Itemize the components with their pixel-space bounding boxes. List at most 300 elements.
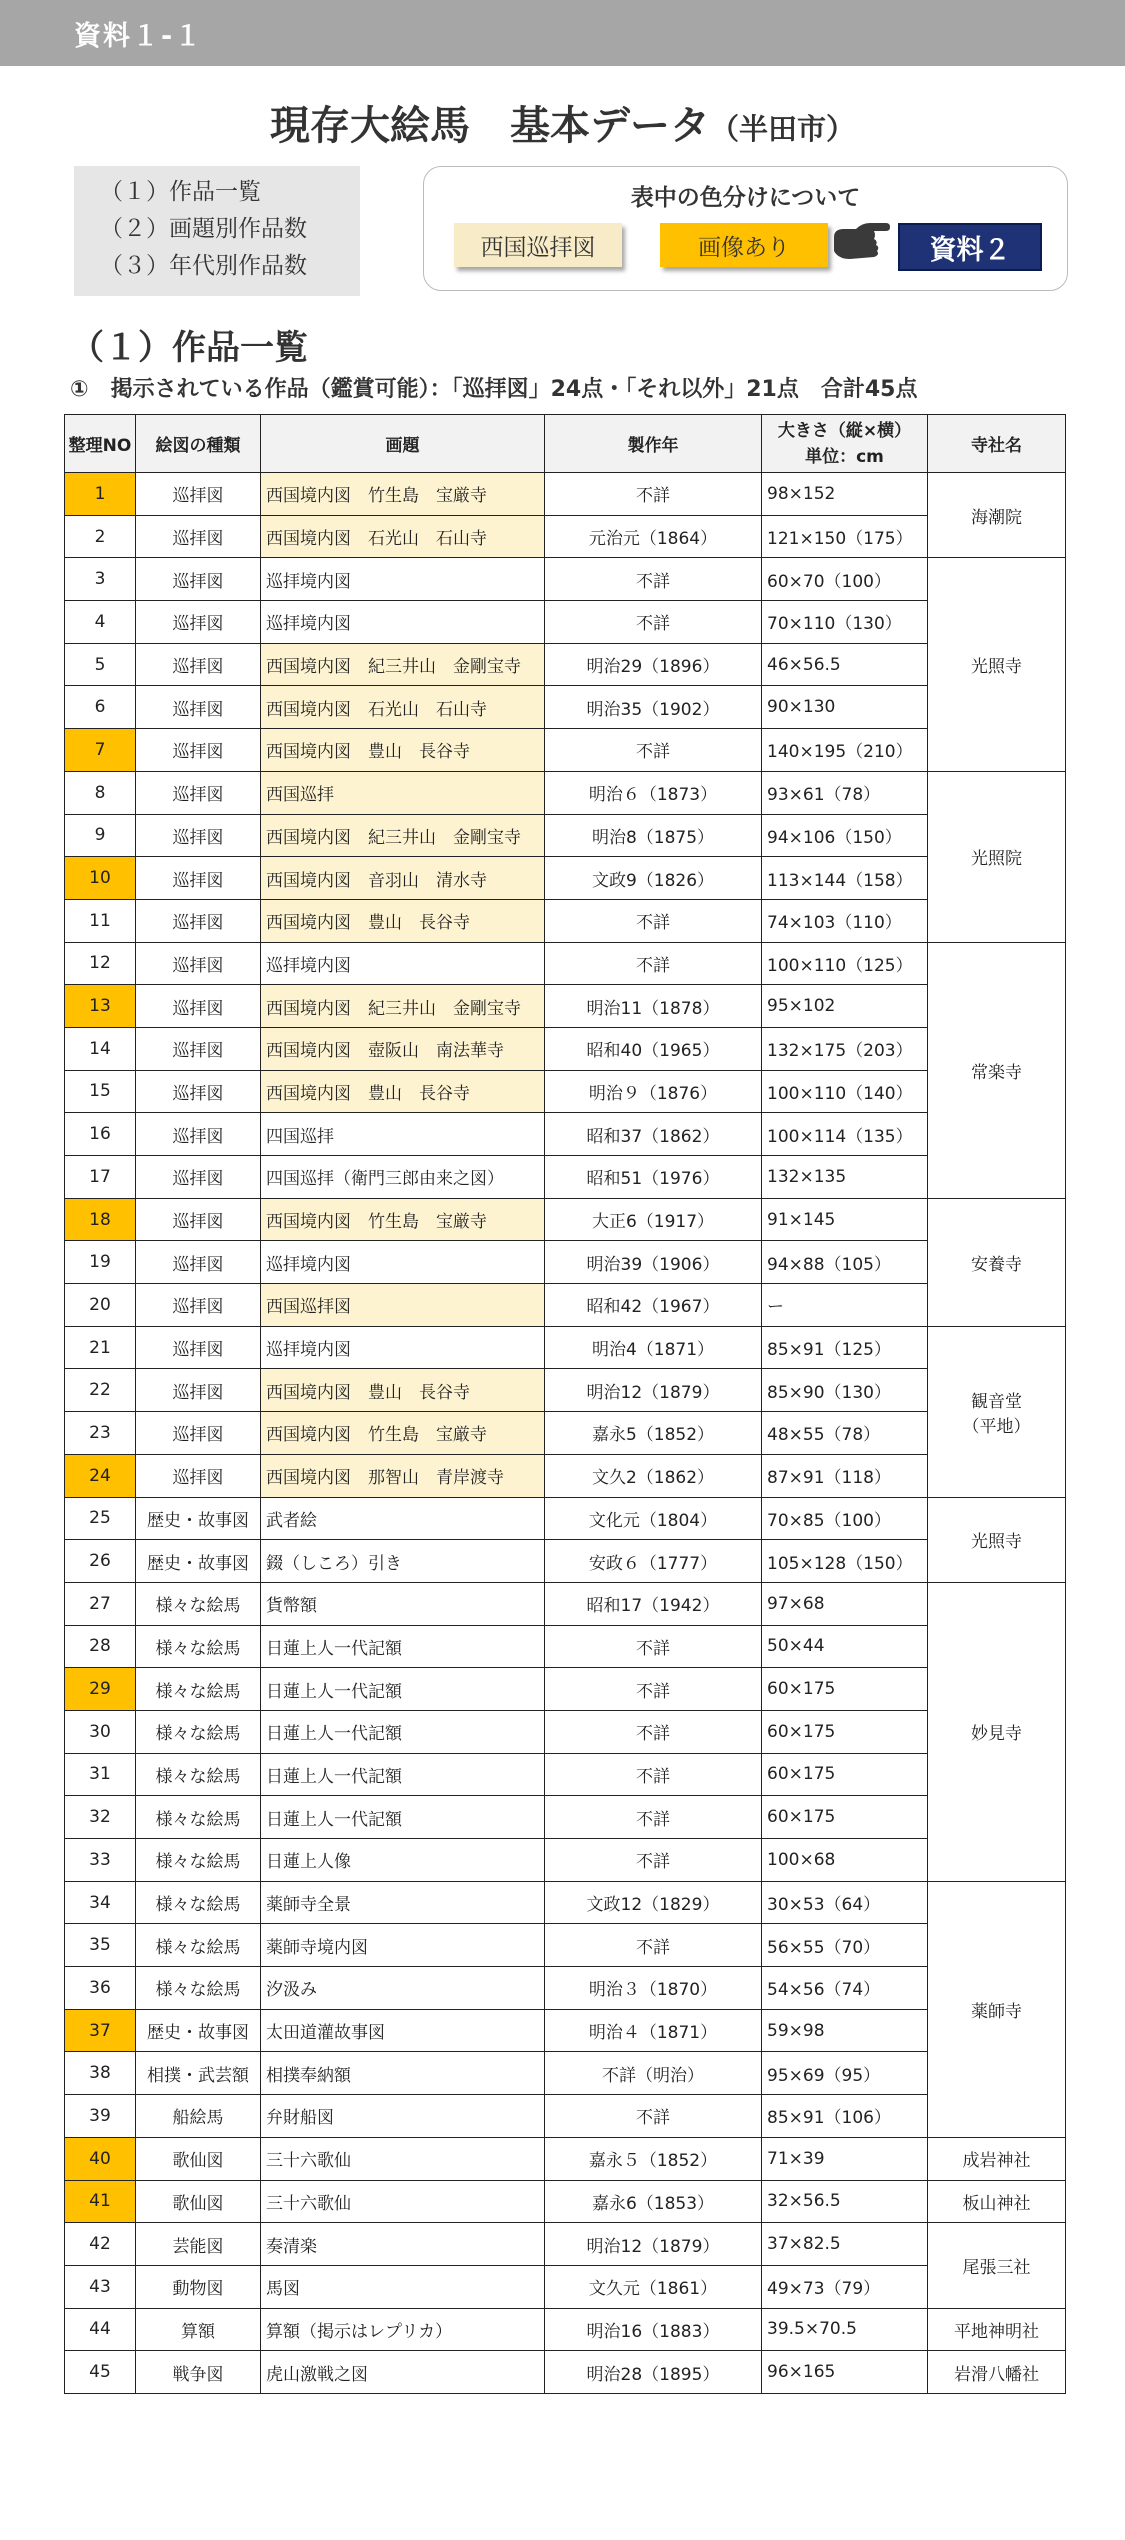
cell-subject: 西国境内図 豊山 長谷寺: [261, 1369, 545, 1412]
cell-no: 31: [65, 1753, 136, 1796]
table-row: [65, 2009, 1066, 2052]
cell-temple: 妙見寺: [928, 1582, 1066, 1881]
cell-no: 2: [65, 515, 136, 558]
cell-no: 20: [65, 1284, 136, 1327]
cell-subject: 日蓮上人一代記額: [261, 1710, 545, 1753]
table-row: [65, 473, 1066, 516]
cell-year: 安政６（1777）: [545, 1540, 762, 1583]
cell-subject: 巡拝境内図: [261, 1326, 545, 1369]
cell-size: 100×68: [762, 1839, 928, 1882]
cell-size: 100×110（140）: [762, 1070, 928, 1113]
cell-type: 様々な絵馬: [136, 1796, 261, 1839]
cell-size: 60×175: [762, 1753, 928, 1796]
table-row: [65, 2223, 1066, 2266]
cell-type: 巡拝図: [136, 1454, 261, 1497]
cell-no: 38: [65, 2052, 136, 2095]
cell-type: 相撲・武芸額: [136, 2052, 261, 2095]
cell-year: 嘉永5（1852）: [545, 1412, 762, 1455]
cell-subject: 武者絵: [261, 1497, 545, 1540]
cell-subject: 西国巡拝: [261, 771, 545, 814]
cell-no: 1: [65, 473, 136, 516]
col-header-subject: 画題: [261, 415, 545, 473]
cell-size: 97×68: [762, 1582, 928, 1625]
cell-no: 27: [65, 1582, 136, 1625]
table-row: [65, 985, 1066, 1028]
cell-subject: 日蓮上人一代記額: [261, 1668, 545, 1711]
cell-size: 95×102: [762, 985, 928, 1028]
cell-subject: 薬師寺境内図: [261, 1924, 545, 1967]
cell-size: 140×195（210）: [762, 729, 928, 772]
cell-no: 44: [65, 2308, 136, 2351]
cell-year: 明治8（1875）: [545, 814, 762, 857]
table-row: [65, 1412, 1066, 1455]
cell-subject: 巡拝境内図: [261, 601, 545, 644]
cell-size: 46×56.5: [762, 643, 928, 686]
link-to-document-2[interactable]: 資料２: [898, 223, 1042, 271]
cell-no: 19: [65, 1241, 136, 1284]
cell-subject: 太田道灌故事図: [261, 2009, 545, 2052]
cell-size: 74×103（110）: [762, 899, 928, 942]
cell-size: 87×91（118）: [762, 1454, 928, 1497]
cell-subject: 相撲奉納額: [261, 2052, 545, 2095]
cell-subject: 貨幣額: [261, 1582, 545, 1625]
cell-size: 70×110（130）: [762, 601, 928, 644]
cell-year: 元治元（1864）: [545, 515, 762, 558]
cell-year: 明治28（1895）: [545, 2351, 762, 2394]
col-header-year: 製作年: [545, 415, 762, 473]
cell-year: 明治39（1906）: [545, 1241, 762, 1284]
cell-year: 大正6（1917）: [545, 1198, 762, 1241]
cell-size: 96×165: [762, 2351, 928, 2394]
cell-no: 13: [65, 985, 136, 1028]
cell-type: 巡拝図: [136, 601, 261, 644]
table-row: [65, 1241, 1066, 1284]
cell-type: 巡拝図: [136, 771, 261, 814]
table-row: [65, 2265, 1066, 2308]
cell-size: 85×90（130）: [762, 1369, 928, 1412]
cell-size: 105×128（150）: [762, 1540, 928, 1583]
cell-type: 巡拝図: [136, 985, 261, 1028]
cell-subject: 馬図: [261, 2265, 545, 2308]
cell-year: 明治16（1883）: [545, 2308, 762, 2351]
cell-year: 不詳: [545, 1625, 762, 1668]
works-table: [64, 414, 1066, 2394]
table-row: [65, 1156, 1066, 1199]
cell-type: 様々な絵馬: [136, 1668, 261, 1711]
cell-year: 昭和42（1967）: [545, 1284, 762, 1327]
table-row: [65, 1967, 1066, 2010]
table-row: [65, 942, 1066, 985]
cell-no: 32: [65, 1796, 136, 1839]
table-row: [65, 1113, 1066, 1156]
cell-size: 85×91（106）: [762, 2095, 928, 2138]
cell-size: 32×56.5: [762, 2180, 928, 2223]
cell-no: 18: [65, 1198, 136, 1241]
cell-subject: 四国巡拝（衛門三郎由来之図）: [261, 1156, 545, 1199]
cell-no: 21: [65, 1326, 136, 1369]
page-title: [0, 94, 1125, 151]
cell-no: 10: [65, 857, 136, 900]
pointing-hand-icon: [830, 215, 892, 267]
cell-type: 様々な絵馬: [136, 1881, 261, 1924]
cell-year: 不詳: [545, 558, 762, 601]
cell-size: ー: [762, 1284, 928, 1327]
table-row: [65, 1284, 1066, 1327]
cell-year: 文久2（1862）: [545, 1454, 762, 1497]
col-header-type: 絵図の種類: [136, 415, 261, 473]
table-row: [65, 1625, 1066, 1668]
cell-size: 113×144（158）: [762, 857, 928, 900]
cell-no: 4: [65, 601, 136, 644]
cell-year: 文政9（1826）: [545, 857, 762, 900]
cell-type: 歴史・故事図: [136, 1497, 261, 1540]
cell-type: 巡拝図: [136, 473, 261, 516]
cell-no: 43: [65, 2265, 136, 2308]
cell-no: 41: [65, 2180, 136, 2223]
cell-no: 14: [65, 1027, 136, 1070]
cell-type: 巡拝図: [136, 515, 261, 558]
cell-size: 56×55（70）: [762, 1924, 928, 1967]
cell-subject: 西国境内図 竹生島 宝厳寺: [261, 1198, 545, 1241]
cell-year: 昭和51（1976）: [545, 1156, 762, 1199]
cell-temple: 安養寺: [928, 1198, 1066, 1326]
cell-subject: 巡拝境内図: [261, 558, 545, 601]
cell-year: 不詳: [545, 942, 762, 985]
cell-subject: 西国境内図 石光山 石山寺: [261, 686, 545, 729]
cell-size: 100×114（135）: [762, 1113, 928, 1156]
cell-temple: 薬師寺: [928, 1881, 1066, 2137]
cell-type: 巡拝図: [136, 857, 261, 900]
table-header-row: [65, 415, 1066, 473]
cell-size: 85×91（125）: [762, 1326, 928, 1369]
cell-year: 明治12（1879）: [545, 2223, 762, 2266]
cell-no: 23: [65, 1412, 136, 1455]
cell-year: 不詳: [545, 1668, 762, 1711]
cell-subject: 奏清楽: [261, 2223, 545, 2266]
cell-subject: 薬師寺全景: [261, 1881, 545, 1924]
cell-year: 明治９（1876）: [545, 1070, 762, 1113]
table-row: [65, 1668, 1066, 1711]
cell-temple: 成岩神社: [928, 2137, 1066, 2180]
cell-no: 22: [65, 1369, 136, 1412]
cell-subject: 四国巡拝: [261, 1113, 545, 1156]
cell-year: 文政12（1829）: [545, 1881, 762, 1924]
cell-type: 巡拝図: [136, 643, 261, 686]
table-row: [65, 2351, 1066, 2394]
cell-no: 26: [65, 1540, 136, 1583]
cell-year: 昭和17（1942）: [545, 1582, 762, 1625]
cell-type: 巡拝図: [136, 1326, 261, 1369]
section-title: （１）作品一覧: [70, 328, 308, 368]
cell-year: 明治４（1871）: [545, 2009, 762, 2052]
cell-size: 59×98: [762, 2009, 928, 2052]
cell-year: 明治4（1871）: [545, 1326, 762, 1369]
cell-year: 昭和37（1862）: [545, 1113, 762, 1156]
cell-type: 巡拝図: [136, 1284, 261, 1327]
cell-temple: 光照寺: [928, 558, 1066, 771]
col-header-temple: 寺社名: [928, 415, 1066, 473]
cell-type: 芸能図: [136, 2223, 261, 2266]
table-row: [65, 1027, 1066, 1070]
cell-size: 39.5×70.5: [762, 2308, 928, 2351]
cell-no: 25: [65, 1497, 136, 1540]
table-row: [65, 1710, 1066, 1753]
cell-year: 明治３（1870）: [545, 1967, 762, 2010]
cell-year: 明治29（1896）: [545, 643, 762, 686]
cell-type: 様々な絵馬: [136, 1839, 261, 1882]
size-header-line1: 大きさ（縦×横）: [777, 420, 912, 441]
cell-size: 30×53（64）: [762, 1881, 928, 1924]
cell-no: 35: [65, 1924, 136, 1967]
cell-no: 3: [65, 558, 136, 601]
cell-type: 巡拝図: [136, 1198, 261, 1241]
cell-temple: 常楽寺: [928, 942, 1066, 1198]
cell-no: 40: [65, 2137, 136, 2180]
cell-no: 7: [65, 729, 136, 772]
cell-size: 121×150（175）: [762, 515, 928, 558]
cell-type: 動物図: [136, 2265, 261, 2308]
toc-item[interactable]: （２）画題別作品数: [100, 216, 307, 242]
cell-size: 94×106（150）: [762, 814, 928, 857]
cell-subject: 西国境内図 豊山 長谷寺: [261, 729, 545, 772]
cell-subject: 西国境内図 那智山 青岸渡寺: [261, 1454, 545, 1497]
cell-size: 132×135: [762, 1156, 928, 1199]
cell-year: 文久元（1861）: [545, 2265, 762, 2308]
cell-no: 37: [65, 2009, 136, 2052]
cell-no: 11: [65, 899, 136, 942]
table-row: [65, 2308, 1066, 2351]
cell-type: 様々な絵馬: [136, 1582, 261, 1625]
cell-size: 48×55（78）: [762, 1412, 928, 1455]
cell-size: 60×175: [762, 1668, 928, 1711]
cell-year: 不詳（明治）: [545, 2052, 762, 2095]
cell-type: 巡拝図: [136, 899, 261, 942]
cell-year: 昭和40（1965）: [545, 1027, 762, 1070]
cell-year: 不詳: [545, 1753, 762, 1796]
cell-size: 91×145: [762, 1198, 928, 1241]
cell-type: 算額: [136, 2308, 261, 2351]
cell-subject: 日蓮上人一代記額: [261, 1625, 545, 1668]
page-title-sub: （半田市）: [709, 112, 855, 146]
table-row: [65, 1540, 1066, 1583]
cell-year: 不詳: [545, 473, 762, 516]
toc-item[interactable]: （３）年代別作品数: [100, 253, 307, 279]
cell-size: 94×88（105）: [762, 1241, 928, 1284]
table-row: [65, 1881, 1066, 1924]
cell-subject: 弁財船図: [261, 2095, 545, 2138]
cell-no: 28: [65, 1625, 136, 1668]
cell-no: 16: [65, 1113, 136, 1156]
page-title-main: 現存大絵馬 基本データ: [269, 103, 710, 149]
cell-type: 巡拝図: [136, 1070, 261, 1113]
cell-type: 船絵馬: [136, 2095, 261, 2138]
cell-year: 不詳: [545, 1839, 762, 1882]
cell-subject: 巡拝境内図: [261, 1241, 545, 1284]
cell-temple: 尾張三社: [928, 2223, 1066, 2308]
cell-no: 6: [65, 686, 136, 729]
table-row: [65, 1753, 1066, 1796]
cell-type: 巡拝図: [136, 1241, 261, 1284]
cell-no: 29: [65, 1668, 136, 1711]
cell-type: 巡拝図: [136, 942, 261, 985]
cell-year: 明治11（1878）: [545, 985, 762, 1028]
cell-year: 不詳: [545, 899, 762, 942]
cell-size: 60×70（100）: [762, 558, 928, 601]
cell-type: 様々な絵馬: [136, 1625, 261, 1668]
header-bar: [0, 0, 1125, 66]
cell-subject: 西国境内図 紀三井山 金剛宝寺: [261, 643, 545, 686]
legend-title: 表中の色分けについて: [630, 185, 861, 211]
cell-subject: 西国境内図 紀三井山 金剛宝寺: [261, 814, 545, 857]
size-header-line2: 単位：cm: [805, 446, 884, 467]
cell-year: 不詳: [545, 1796, 762, 1839]
cell-no: 17: [65, 1156, 136, 1199]
table-row: [65, 857, 1066, 900]
cell-size: 95×69（95）: [762, 2052, 928, 2095]
col-header-size: [762, 415, 928, 473]
cell-no: 36: [65, 1967, 136, 2010]
cell-subject: 西国境内図 竹生島 宝厳寺: [261, 473, 545, 516]
toc-item[interactable]: （１）作品一覧: [100, 179, 261, 205]
cell-no: 24: [65, 1454, 136, 1497]
cell-size: 132×175（203）: [762, 1027, 928, 1070]
cell-subject: 西国巡拝図: [261, 1284, 545, 1327]
legend-chip-pilgrimage: 西国巡拝図: [454, 223, 622, 267]
cell-year: 嘉永6（1853）: [545, 2180, 762, 2223]
cell-no: 30: [65, 1710, 136, 1753]
cell-year: 不詳: [545, 601, 762, 644]
cell-year: 不詳: [545, 1924, 762, 1967]
cell-subject: 西国境内図 豊山 長谷寺: [261, 1070, 545, 1113]
cell-type: 戦争図: [136, 2351, 261, 2394]
cell-subject: 西国境内図 豊山 長谷寺: [261, 899, 545, 942]
table-row: [65, 771, 1066, 814]
cell-year: 不詳: [545, 2095, 762, 2138]
cell-subject: 日蓮上人像: [261, 1839, 545, 1882]
cell-year: 明治35（1902）: [545, 686, 762, 729]
cell-subject: 錣（しころ）引き: [261, 1540, 545, 1583]
cell-size: 90×130: [762, 686, 928, 729]
cell-subject: 西国境内図 壺阪山 南法華寺: [261, 1027, 545, 1070]
cell-type: 巡拝図: [136, 814, 261, 857]
cell-temple: 岩滑八幡社: [928, 2351, 1066, 2394]
table-row: [65, 1198, 1066, 1241]
cell-temple: 海潮院: [928, 473, 1066, 558]
cell-no: 45: [65, 2351, 136, 2394]
cell-subject: 算額（掲示はレプリカ）: [261, 2308, 545, 2351]
table-row: [65, 2180, 1066, 2223]
cell-subject: 巡拝境内図: [261, 942, 545, 985]
cell-subject: 日蓮上人一代記額: [261, 1796, 545, 1839]
cell-type: 様々な絵馬: [136, 1967, 261, 2010]
cell-temple: 光照院: [928, 771, 1066, 942]
section-note: ① 掲示されている作品（鑑賞可能）：「巡拝図」24点・「それ以外」21点 合計45点: [70, 377, 918, 402]
table-row: [65, 1497, 1066, 1540]
table-row: [65, 1326, 1066, 1369]
cell-size: 54×56（74）: [762, 1967, 928, 2010]
table-row: [65, 558, 1066, 601]
cell-no: 34: [65, 1881, 136, 1924]
cell-type: 様々な絵馬: [136, 1924, 261, 1967]
cell-type: 巡拝図: [136, 1369, 261, 1412]
legend-chip-image: 画像あり: [660, 223, 828, 267]
cell-temple: 平地神明社: [928, 2308, 1066, 2351]
cell-subject: 汐汲み: [261, 1967, 545, 2010]
cell-size: 60×175: [762, 1796, 928, 1839]
cell-subject: 西国境内図 竹生島 宝厳寺: [261, 1412, 545, 1455]
cell-subject: 西国境内図 石光山 石山寺: [261, 515, 545, 558]
table-row: [65, 515, 1066, 558]
col-header-no: 整理NO: [65, 415, 136, 473]
cell-type: 歌仙図: [136, 2180, 261, 2223]
cell-type: 歴史・故事図: [136, 1540, 261, 1583]
table-row: [65, 601, 1066, 644]
cell-no: 8: [65, 771, 136, 814]
table-row: [65, 2137, 1066, 2180]
cell-size: 49×73（79）: [762, 2265, 928, 2308]
cell-type: 巡拝図: [136, 1412, 261, 1455]
cell-year: 明治12（1879）: [545, 1369, 762, 1412]
cell-type: 巡拝図: [136, 1113, 261, 1156]
cell-size: 70×85（100）: [762, 1497, 928, 1540]
table-row: [65, 1454, 1066, 1497]
table-row: [65, 2052, 1066, 2095]
cell-no: 5: [65, 643, 136, 686]
cell-subject: 虎山激戦之図: [261, 2351, 545, 2394]
cell-temple: 板山神社: [928, 2180, 1066, 2223]
cell-size: 71×39: [762, 2137, 928, 2180]
header-label: 資料１-１: [74, 21, 204, 52]
cell-year: 嘉永５（1852）: [545, 2137, 762, 2180]
table-row: [65, 1070, 1066, 1113]
table-row: [65, 1839, 1066, 1882]
table-row: [65, 686, 1066, 729]
cell-size: 98×152: [762, 473, 928, 516]
table-row: [65, 643, 1066, 686]
cell-size: 93×61（78）: [762, 771, 928, 814]
table-row: [65, 1582, 1066, 1625]
cell-no: 9: [65, 814, 136, 857]
cell-type: 様々な絵馬: [136, 1753, 261, 1796]
table-body: [65, 473, 1066, 2394]
cell-no: 42: [65, 2223, 136, 2266]
cell-type: 巡拝図: [136, 729, 261, 772]
cell-subject: 三十六歌仙: [261, 2137, 545, 2180]
table-row: [65, 899, 1066, 942]
cell-year: 不詳: [545, 729, 762, 772]
table-row: [65, 1369, 1066, 1412]
cell-type: 巡拝図: [136, 1027, 261, 1070]
table-row: [65, 1796, 1066, 1839]
table-row: [65, 2095, 1066, 2138]
cell-type: 様々な絵馬: [136, 1710, 261, 1753]
cell-no: 39: [65, 2095, 136, 2138]
cell-subject: 西国境内図 紀三井山 金剛宝寺: [261, 985, 545, 1028]
cell-type: 歌仙図: [136, 2137, 261, 2180]
cell-no: 15: [65, 1070, 136, 1113]
cell-size: 100×110（125）: [762, 942, 928, 985]
cell-no: 12: [65, 942, 136, 985]
cell-year: 文化元（1804）: [545, 1497, 762, 1540]
cell-year: 明治６（1873）: [545, 771, 762, 814]
table-row: [65, 729, 1066, 772]
cell-type: 巡拝図: [136, 1156, 261, 1199]
cell-size: 37×82.5: [762, 2223, 928, 2266]
cell-temple: 観音堂 （平地）: [928, 1326, 1066, 1497]
table-row: [65, 1924, 1066, 1967]
table-row: [65, 814, 1066, 857]
cell-type: 巡拝図: [136, 686, 261, 729]
